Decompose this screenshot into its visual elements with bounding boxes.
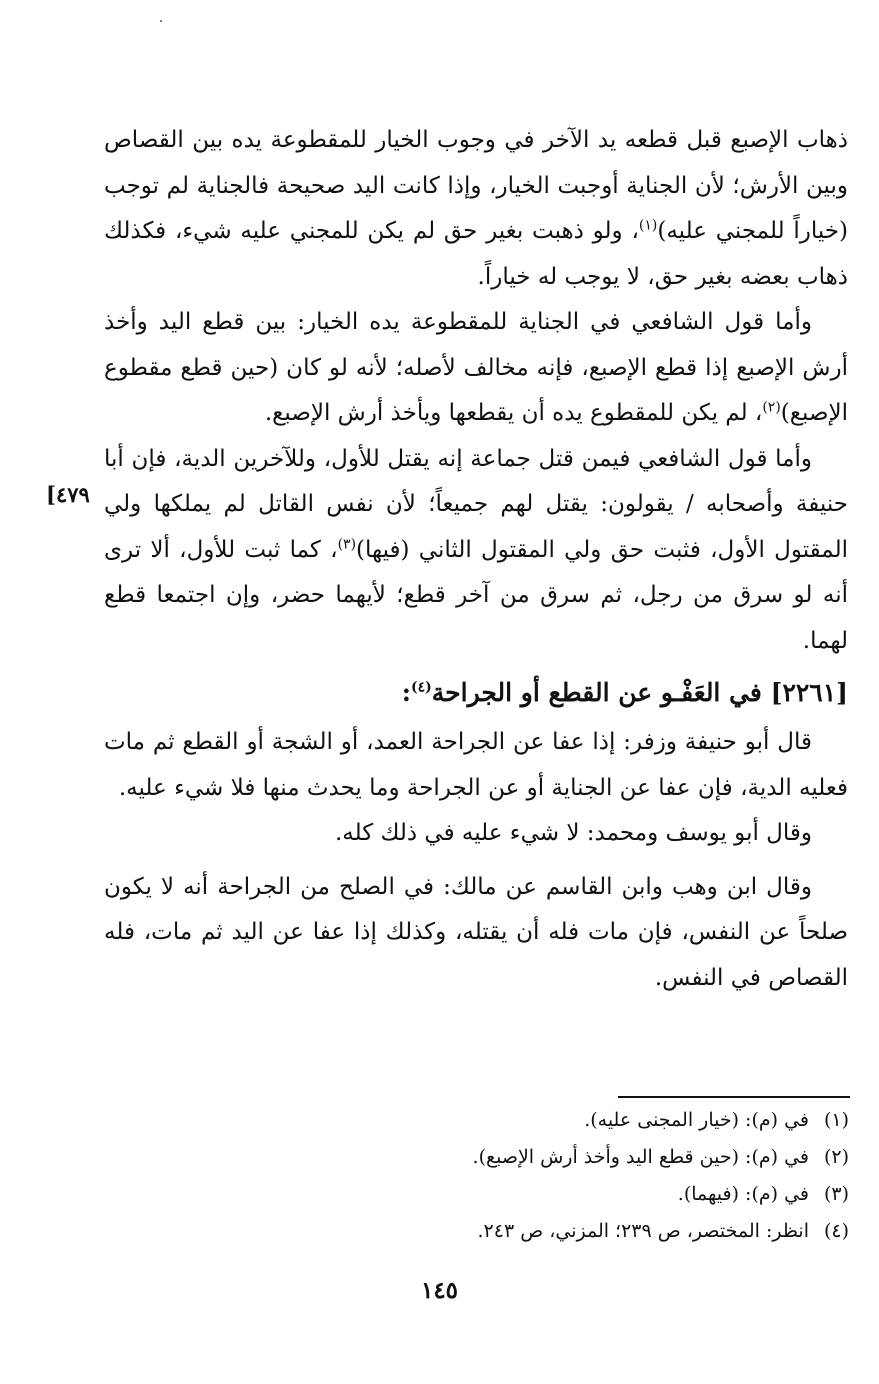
section-number: [٢٢٦١] — [770, 678, 848, 707]
section-heading: [٢٢٦١] في العَفْـو عن القطع أو الجراحة$^{(٤)}$: — [401, 678, 848, 707]
footnote-2: (٢)في (م): (حين قطع اليد وأخذ أرش الإصبع). — [472, 1146, 849, 1168]
footnote-1: (١)في (م): (خيار المجنى عليه). — [584, 1109, 849, 1131]
footnote-ref-2[interactable]: (٢) — [762, 399, 781, 416]
page-number: ١٤٥ — [420, 1277, 459, 1304]
footnote-3: (٣)في (م): (فيهما). — [677, 1183, 849, 1205]
paragraph-2: وأما قول الشافعي في الجناية للمقطوعة يده الخيار: بين قطع اليد وأخذ أرش الإصبع إذا قطع الإصبع، فإنه مخالف لأصله؛ لأنه لو كان (حين قطع مقطوع الإصبع)$^{(٢)}$، لم يكن للمقطوع يده أن يقطعها ويأخذ أرش الإصبع. — [104, 309, 848, 426]
footnote-ref-3[interactable]: (٣) — [337, 535, 357, 552]
footnote-divider — [618, 1096, 850, 1098]
footnote-ref-1[interactable]: (١) — [638, 217, 658, 234]
footnote-ref-4[interactable]: (٤) — [410, 679, 432, 696]
footnote-4: (٤)انظر: المختصر، ص ٢٣٩؛ المزني، ص ٢٤٣. — [477, 1220, 849, 1242]
scan-speck — [160, 20, 162, 22]
paragraph-6: وقال ابن وهب وابن القاسم عن مالك: في الصلح من الجراحة أنه لا يكون صلحاً عن النفس، فإن مات فله أن يقتله، وكذلك إذا عفا عن اليد ثم مات، فله القصاص في النفس. — [104, 873, 848, 991]
main-text — [104, 118, 848, 1001]
section-title-text: في العَفْـو عن القطع أو الجراحة — [431, 678, 762, 707]
footnotes — [89, 1102, 849, 1250]
paragraph-1: ذهاب الإصبع قبل قطعه يد الآخر في وجوب الخيار للمقطوعة يده بين القصاص وبين الأرش؛ لأن الجناية أوجبت الخيار، وإذا كانت اليد صحيحة فالجناية لم توجب (خياراً للمجني عليه)$^{(١)}$، ولو ذهبت بغير حق لم يكن للمجني عليه شيء، فكذلك ذهاب بعضه بغير حق، لا يوجب له خياراً. — [104, 127, 848, 290]
paragraph-5: وقال أبو يوسف ومحمد: لا شيء عليه في ذلك كله. — [334, 820, 812, 846]
paragraph-3: وأما قول الشافعي فيمن قتل جماعة إنه يقتل للأول، وللآخرين الدية، فإن أبا حنيفة وأصحابه / يقولون: يقتل لهم جميعاً؛ لأن نفس القاتل لم يملكها ولي المقتول الأول، فثبت حق ولي المقتول الثاني (فيها)$^{(٣)}$، كما ثبت للأول، ألا ترى أنه لو سرق من رجل، ثم سرق من آخر قطع؛ لأيهما حضر، وإن اجتمعا قطع لهما. — [104, 445, 848, 654]
manuscript-folio-ref: [٤٧٩ — [46, 482, 90, 507]
paragraph-4: قال أبو حنيفة وزفر: إذا عفا عن الجراحة العمد، أو الشجة أو القطع ثم مات فعليه الدية، فإن عفا عن الجناية أو عن الجراحة وما يحدث منها فلا شيء عليه. — [104, 729, 848, 801]
